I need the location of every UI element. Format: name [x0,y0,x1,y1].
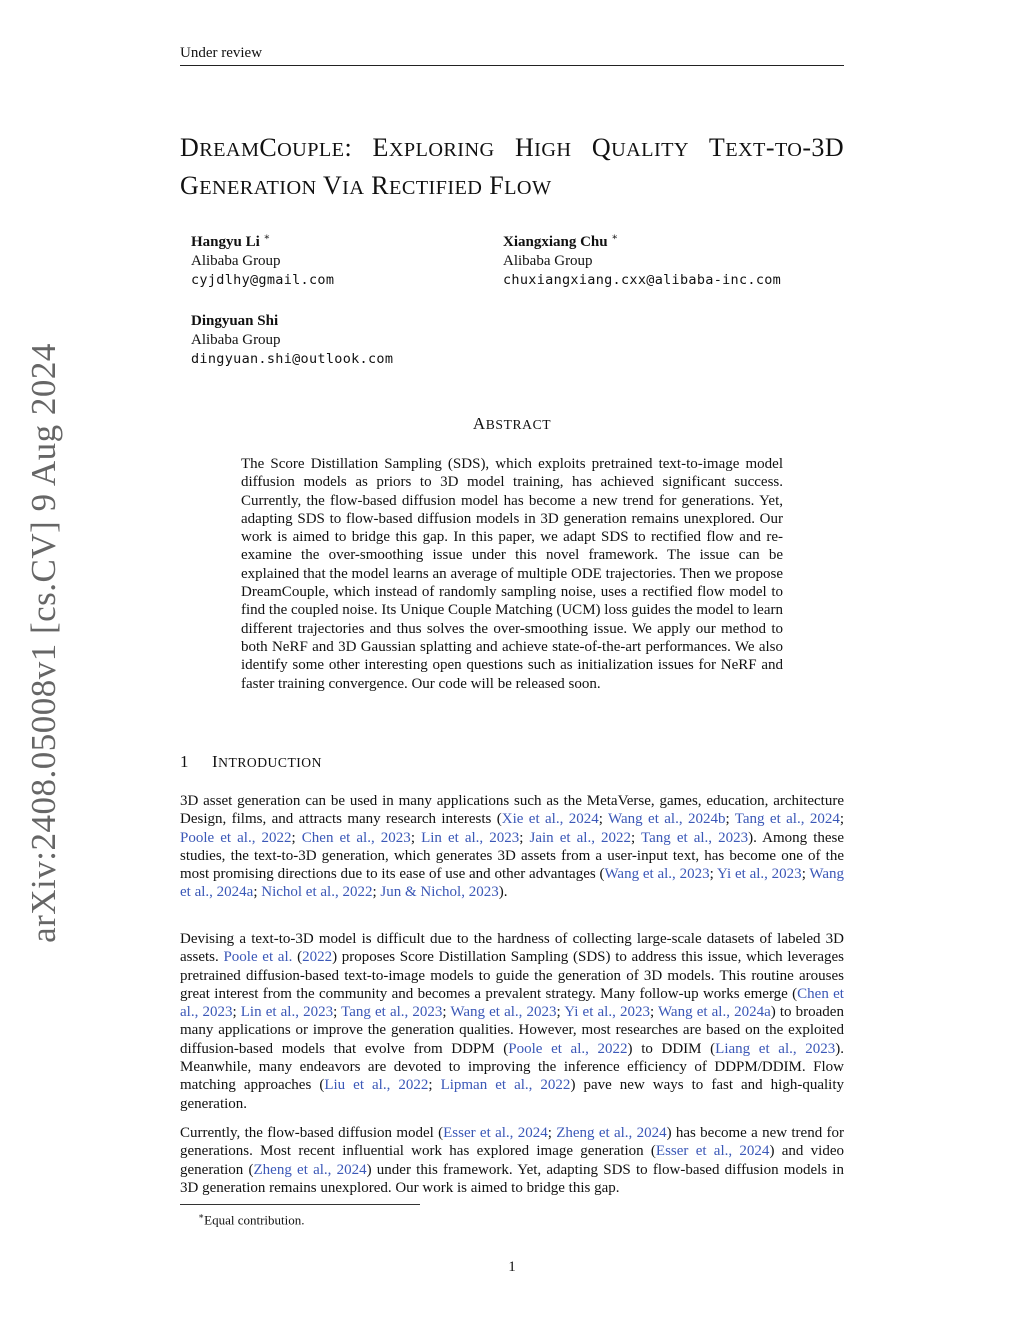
citation-link[interactable]: Lipman et al., 2022 [440,1077,571,1094]
footnote [198,1208,305,1228]
citation-link[interactable]: Tang et al., 2023 [341,1004,443,1021]
section-heading [180,752,322,772]
citation-link[interactable]: Wang et al., 2024a [657,1004,771,1021]
citation-link[interactable]: Yi et al., 2023 [564,1004,650,1021]
paper-title-text: DREAMCOUPLE: EXPLORING HIGH QUALITY TEXT-TO-3D GENERATION VIA RECTIFIED FLOW [180,133,844,200]
citation-link[interactable]: Tang et al., 2023 [641,829,749,846]
citation-link[interactable]: Poole et al. [223,949,293,966]
citation-link[interactable]: Wang et al., 2024a [180,866,844,901]
author-affiliation: Alibaba Group [191,332,281,348]
citation-link[interactable]: Esser et al., 2024 [443,1125,548,1141]
abstract-heading: ABSTRACT [472,414,552,433]
citation-link[interactable]: 2022 [302,949,333,966]
header-rule [180,65,844,66]
author-name: Hangyu Li ∗ [191,232,271,250]
author-email[interactable]: chuxiangxiang.cxx@alibaba-inc.com [503,272,782,288]
page-number: 1 [508,1259,516,1275]
citation-link[interactable]: Lin et al., 2023 [240,1004,334,1021]
citation-link[interactable]: Poole et al., 2022 [508,1040,628,1057]
author-block [503,228,781,290]
section-number: 1 [180,752,189,771]
citation-link[interactable]: Chen et al., 2023 [180,985,844,1021]
citation-link[interactable]: Liu et al., 2022 [324,1077,429,1094]
citation-link[interactable]: Zheng et al., 2024 [556,1125,667,1141]
footnote-text: Equal contribution. [204,1212,305,1228]
arxiv-stamp-text: arXiv:2408.05008v1 [cs.CV] 9 Aug 2024 [24,342,63,943]
section-title: INTRODUCTION [212,752,322,771]
citation-link[interactable]: Chen et al., 2023 [301,829,411,846]
paragraph: Devising a text-to-3D model is difficult due to the hardness of collecting large-scale datasets of labeled 3D assets. Poole et al. (2022) proposes Score Distillation Sampling (SDS) to address this issue, which leverages pretrained diffusion-based text-to-image models to guide the generation of 3D models. This routine arouses great interest from the community and becomes a prevalent strategy. Many follow-up works emerge (Chen et al., 2023; Lin et al., 2023; Tang et al., 2023; Wang et al., 2023; Yi et al., 2023; Wang et al., 2024a) to broaden many applications or improve the generation qualities. However, most researches are based on the exploited diffusion-based models that evolve from DDPM (Poole et al., 2022) to DDIM (Liang et al., 2023). Meanwhile, many endeavors are devoted to improving the inference efficiency of DDPM/DDIM. Flow matching approaches (Liu et al., 2022; Lipman et al., 2022) pave new ways to fast and high-quality generation. [180,931,845,1112]
author-email[interactable]: cyjdlhy@gmail.com [191,272,335,288]
citation-link[interactable]: Esser et al., 2024 [655,1143,770,1160]
citation-link[interactable]: Yi et al., 2023 [717,866,802,883]
author-affiliation: Alibaba Group [503,253,593,269]
author-affiliation: Alibaba Group [191,253,281,269]
citation-link[interactable]: Wang et al., 2024b [608,811,726,828]
footnote-mark: ∗ [198,1211,205,1221]
citation-link[interactable]: Lin et al., 2023 [421,829,520,846]
author-name: Xiangxiang Chu ∗ [503,232,619,250]
author-name: Dingyuan Shi [191,313,279,329]
arxiv-stamp [23,342,65,943]
abstract-text: The Score Distillation Sampling (SDS), which exploits pretrained text-to-image model diffusion models as priors to 3D model training, has achieved significant success. Currently, the flow-based diffusion model has become a new trend for generations. Yet, adapting SDS to flow-based diffusion models in 3D generation remains unexplored. Our work is aimed to bridge this gap. In this paper, we adapt SDS to rectified flow and re-examine the over-smoothing issue under this novel framework. The issue can be explained that the model learns an average of multiple ODE trajectories. Then we propose DreamCouple, which instead of randomly sampling noise, uses a rectified flow model to find the coupled noise. Its Unique Couple Matching (UCM) loss guides the model to learn different trajectories and thus solves the over-smoothing issue. We apply our method to both NeRF and 3D Gaussian splatting and achieve state-of-the-art performances. We also identify some other interesting open questions such as initialization issues for NeRF and faster training convergence. Our code will be released soon. [241,456,783,692]
paragraph: Currently, the flow-based diffusion model (Esser et al., 2024; Zheng et al., 2024) has become a new trend for generations. Most recent influential work has explored image generation (Esser et al., 2024) and video generation (Zheng et al., 2024) under this framework. Yet, adapting SDS to flow-based diffusion models in 3D generation remains unexplored. Our work is aimed to bridge this gap. [180,1125,845,1196]
citation-link[interactable]: Jun & Nichol, 2023 [380,884,499,901]
running-header: Under review [180,45,263,61]
citation-link[interactable]: Tang et al., 2024 [734,811,840,828]
citation-link[interactable]: Zheng et al., 2024 [253,1161,367,1178]
citation-link[interactable]: Xie et al., 2024 [501,811,599,828]
citation-link[interactable]: Liang et al., 2023 [715,1040,836,1057]
paragraph: 3D asset generation can be used in many applications such as the MetaVerse, games, education, architecture Design, films, and attracts many research interests (Xie et al., 2024; Wang et al., 2024b; Tang et al., 2024; Poole et al., 2022; Chen et al., 2023; Lin et al., 2023; Jain et al., 2022; Tang et al., 2023). Among these studies, the text-to-3D generation, which generates 3D assets from a user-input text, has become one of the most promising directions due to its ease of use and other advantages (Wang et al., 2023; Yi et al., 2023; Wang et al., 2024a; Nichol et al., 2022; Jun & Nichol, 2023). [180,793,845,901]
author-email[interactable]: dingyuan.shi@outlook.com [191,351,394,367]
author-block [191,228,334,290]
citation-link[interactable]: Wang et al., 2023 [604,866,710,883]
author-block [191,312,393,369]
citation-link[interactable]: Wang et al., 2023 [450,1004,557,1021]
paper-title [180,130,844,206]
citation-link[interactable]: Poole et al., 2022 [180,829,292,846]
footnote-rule [180,1204,420,1205]
citation-link[interactable]: Nichol et al., 2022 [261,884,373,901]
citation-link[interactable]: Jain et al., 2022 [529,829,632,846]
